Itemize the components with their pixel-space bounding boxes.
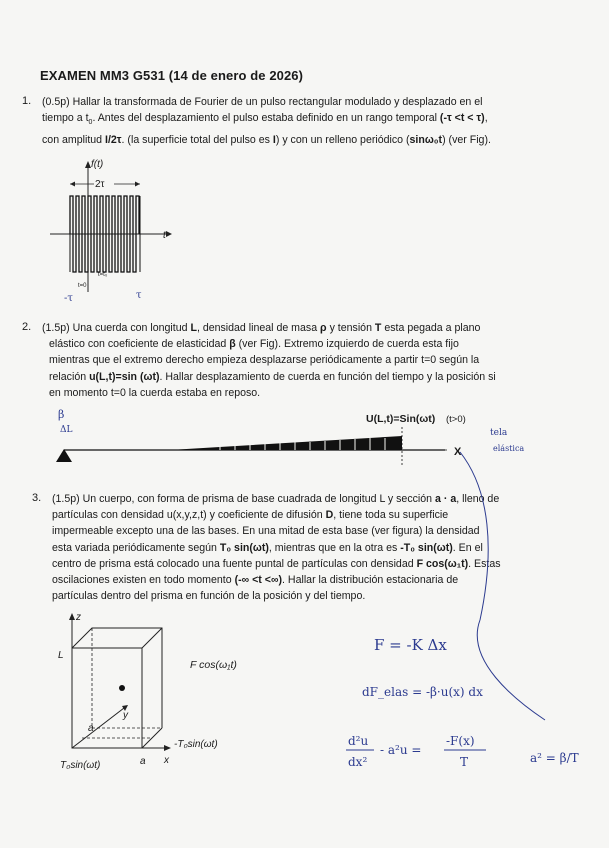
q1-pos-tau: τ	[136, 290, 142, 301]
q1-area: I	[272, 133, 276, 146]
q3-z-arrow	[69, 613, 75, 620]
q3-prism-top-diag	[142, 628, 162, 648]
q3-L-label: L	[58, 650, 64, 661]
q1-amplitude: I/2τ	[105, 133, 122, 146]
q3-x-arrow	[164, 745, 171, 751]
q3-line5c: . Estas	[468, 557, 501, 570]
q3-a-label-1: a	[88, 723, 94, 734]
q3-y-label: y	[123, 710, 128, 721]
q2-line1d: y tensión	[329, 322, 372, 334]
q2-hand-tela: tela	[490, 428, 508, 438]
q2-density: ρ	[320, 322, 327, 334]
handwritten-notes	[340, 430, 600, 810]
q2-fig-label: U(L,t)=Sin(ωt)	[366, 413, 436, 425]
q3-prism-figure	[52, 608, 292, 778]
q2-tension: T	[374, 322, 382, 334]
q3-line1a: Un cuerpo, con forma de prisma de base cuadrada de longitud L y sección	[82, 493, 433, 505]
q2-line4a: relación	[49, 370, 87, 383]
q3-negT-label: -T₀sin(ωt)	[174, 739, 218, 750]
q2-hand-dl: ΔL	[60, 425, 73, 435]
q2-hand-beta: β	[58, 408, 65, 421]
q3-source-label: F cos(ω₁t)	[190, 659, 237, 671]
q1-width-arrowhead-right	[135, 182, 140, 187]
q1-pulse-figure	[48, 152, 178, 302]
q2-fig-cond: (t>0)	[446, 414, 466, 425]
q3-diffusion: D	[325, 509, 334, 522]
q3-prism-front	[72, 648, 142, 748]
q1-fill: sinω₀t	[409, 133, 443, 146]
q3-z-label: z	[76, 612, 81, 623]
hand-eq-d2u: d²u	[348, 734, 369, 748]
q2-number: 2.	[22, 321, 32, 333]
hand-eq-hooke: F = -K Δx	[374, 636, 447, 654]
q3-T-label: T₀sin(ωt)	[60, 760, 101, 771]
q2-xlabel: X	[454, 446, 462, 458]
q1-line2b: . Antes del desplazamiento el pulso estaba definido en un rango temporal	[92, 112, 437, 125]
q1-line3d: ) (ver Fig).	[442, 133, 491, 146]
q2-line3: mientras que el extremo derecho empieza desplazarse periódicamente a partir t=0 según la	[49, 354, 480, 367]
hand-eq-a2: a² = β/T	[530, 751, 579, 765]
q3-line6a: oscilaciones existen en todo momento	[52, 574, 232, 587]
q2-hand-elastica: elástica	[493, 444, 525, 453]
q1-points: (0.5p)	[42, 96, 70, 108]
q3-a-label-2: a	[140, 756, 146, 767]
q1-xlabel: t	[163, 230, 166, 241]
q3-section: a · a	[435, 493, 457, 505]
q1-tt0-label: t=t₀	[98, 272, 108, 278]
q3-x-label: x	[164, 755, 169, 766]
q3-point-source	[119, 685, 125, 691]
q2-line1e: esta pegada a plano	[384, 322, 481, 334]
hand-eq-a2u: - a²u =	[380, 743, 422, 757]
q1-t0-label: t=0	[78, 283, 87, 289]
q3-number: 3.	[32, 492, 42, 504]
q1-neg-tau: -τ	[64, 293, 73, 304]
q3-line3: impermeable excepto una de las bases. En una mitad de esta base (ver figura) la densidad	[52, 525, 480, 538]
q1-number: 1.	[22, 95, 32, 107]
q3-points: (1.5p)	[52, 493, 80, 505]
exam-title: EXAMEN MM3 G531 (14 de enero de 2026)	[40, 68, 304, 83]
q3-line4c: , mientras que en la otra es	[268, 541, 398, 554]
q3-y-axis	[72, 708, 124, 748]
hand-eq-T: T	[460, 755, 469, 769]
q3-line5a: centro de prisma está colocado una fuente puntal de partículas con densidad	[52, 557, 414, 570]
q2-line2a: elástico con coeficiente de elasticidad	[49, 338, 227, 351]
q3-line2c: , tiene toda su superficie	[333, 509, 449, 522]
q3-line7: partículas dentro del prisma en función de la posición y del tiempo.	[52, 590, 366, 603]
hand-eq-dx2: dx²	[348, 755, 368, 769]
q2-text	[42, 320, 587, 401]
q1-line3b: . (la superficie total del pulso es	[121, 133, 270, 146]
q3-bc-pos: T₀ sin(ωt)	[219, 541, 269, 554]
q1-line2c: ,	[484, 112, 488, 125]
q3-source: F cos(ω₁t)	[416, 557, 469, 570]
q1-line3a: con amplitud	[42, 133, 103, 146]
hand-curve-2	[477, 620, 545, 720]
q2-length: L	[190, 322, 197, 334]
q2-line2c: (ver Fig). Extremo izquierdo de cuerda esta fijo	[238, 338, 459, 351]
q1-line3c: ) y con un relleno periódico (	[275, 133, 410, 146]
q1-t-arrow	[166, 231, 172, 237]
q3-line1c: , lleno de	[456, 493, 500, 505]
q1-line1: Hallar la transformada de Fourier de un pulso rectangular modulado y desplazado en el	[72, 96, 483, 108]
q2-line1a: Una cuerda con longitud	[72, 322, 188, 334]
q1-line2sub: 0	[88, 119, 93, 127]
hand-eq-Fx: -F(x)	[446, 734, 475, 748]
q2-fixed-support	[56, 449, 72, 462]
q3-line4a: esta variada periódicamente según	[52, 541, 217, 554]
q1-width-arrowhead-left	[70, 182, 75, 187]
q1-ylabel: f(t)	[91, 159, 104, 170]
q2-line1c: , densidad lineal de masa	[196, 322, 318, 334]
q1-line2a: tiempo a t	[42, 112, 89, 125]
q2-boundary: u(L,t)=sin (ωt)	[89, 370, 160, 383]
q2-beta: β	[229, 338, 236, 351]
hand-eq-elastic-force: dF_elas = -β·u(x) dx	[362, 685, 483, 699]
q2-points: (1.5p)	[42, 322, 70, 334]
q1-range: (-τ <t < τ)	[439, 112, 485, 125]
q2-line4c: . Hallar desplazamiento de cuerda en función del tiempo y la posición si	[159, 370, 496, 383]
hand-curve-1	[460, 452, 488, 620]
q3-line4e: . En el	[452, 541, 483, 554]
q3-line6c: . Hallar la distribución estacionaria de	[282, 574, 459, 587]
q3-bc-neg: -T₀ sin(ωt)	[400, 541, 453, 554]
q3-time-range: (-∞ <t <∞)	[234, 574, 283, 587]
q3-line2a: partículas con densidad u(x,y,z,t) y coeficiente de difusión	[52, 509, 323, 522]
q1-width-label: 2τ	[95, 179, 105, 190]
q2-line5: en momento t=0 la cuerda estaba en reposo.	[49, 386, 261, 399]
q1-text	[42, 94, 582, 148]
